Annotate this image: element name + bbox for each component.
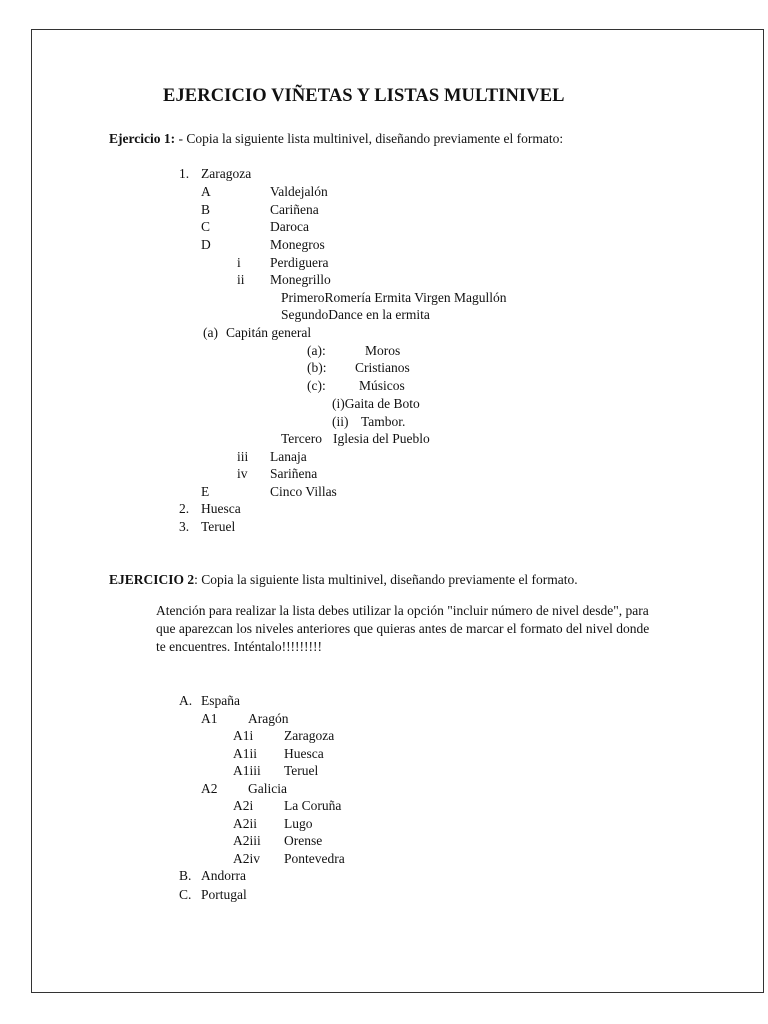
list-marker: i — [237, 255, 241, 270]
list-item: Valdejalón — [270, 184, 328, 199]
exercise-2-label: EJERCICIO 2 — [109, 572, 195, 587]
list-marker: B — [201, 202, 211, 217]
list-item: Zaragoza — [201, 166, 252, 181]
list-item: Lanaja — [270, 449, 307, 464]
list-item: Pontevedra — [284, 851, 345, 866]
exercise-1-heading — [109, 130, 563, 147]
list-item: Orense — [284, 833, 323, 848]
list-marker: A1 — [201, 711, 218, 726]
list-marker: (a) — [203, 325, 218, 340]
exercise-2-heading — [109, 571, 578, 588]
exercise-1-instruction: - Copia la siguiente lista multinivel, diseñando previamente el formato: — [175, 131, 564, 146]
list-marker: 3. — [179, 519, 190, 534]
list-marker: iii — [237, 449, 249, 464]
list-item: Andorra — [201, 868, 246, 883]
list-item: Zaragoza — [284, 728, 335, 743]
list-marker: A1i — [233, 728, 254, 743]
list-item: Cristianos — [355, 360, 410, 375]
list-marker: ii — [237, 272, 245, 287]
list-item: Sariñena — [270, 466, 318, 481]
list-item: Moros — [365, 343, 401, 358]
list-item: La Coruña — [284, 798, 342, 813]
list-marker: (b): — [307, 360, 327, 375]
list-marker: A. — [179, 693, 193, 708]
list-marker: Tercero — [281, 431, 323, 446]
list-marker: A2ii — [233, 816, 258, 831]
list-item: Cinco Villas — [270, 484, 337, 499]
list-marker: C — [201, 219, 211, 234]
list-item: Aragón — [248, 711, 289, 726]
list-item: Teruel — [201, 519, 236, 534]
list-item: Huesca — [201, 501, 241, 516]
list-marker: (a): — [307, 343, 326, 358]
list-item: PrimeroRomería Ermita Virgen Magullón — [281, 290, 507, 305]
list-item: Iglesia del Pueblo — [333, 431, 430, 446]
list-item: Monegros — [270, 237, 325, 252]
list-item: Músicos — [359, 378, 405, 393]
list-marker: E — [201, 484, 210, 499]
list-marker: A2i — [233, 798, 254, 813]
list-item: España — [201, 693, 240, 708]
list-marker: A1iii — [233, 763, 261, 778]
list-item: Portugal — [201, 887, 247, 902]
exercise-1-label: Ejercicio 1: — [109, 131, 176, 146]
list-marker: A1ii — [233, 746, 258, 761]
list-marker: A2iii — [233, 833, 261, 848]
exercise-2-note: Atención para realizar la lista debes utilizar la opción "incluir número de nivel desde", para que aparezcan los niveles anteriores que quieras antes de marcar el formato del nivel donde te encuentres. Inténtalo!!!!!!!!! — [156, 603, 650, 654]
list-item: Tambor. — [361, 414, 406, 429]
page-frame — [31, 29, 764, 993]
list-marker: C. — [179, 887, 192, 902]
list-item: Teruel — [284, 763, 319, 778]
list-item: Capitán general — [226, 325, 312, 340]
list-item: Huesca — [284, 746, 324, 761]
list-marker: D — [201, 237, 211, 252]
list-item: Cariñena — [270, 202, 319, 217]
list-item: SegundoDance en la ermita — [281, 307, 430, 322]
list-marker: 2. — [179, 501, 190, 516]
list-marker: (c): — [307, 378, 326, 393]
list-marker: (ii) — [332, 414, 349, 429]
list-item: Lugo — [284, 816, 313, 831]
exercise-2-instruction: : Copia la siguiente lista multinivel, diseñando previamente el formato. — [194, 572, 578, 587]
list-item: Perdiguera — [270, 255, 329, 270]
list-item: Monegrillo — [270, 272, 331, 287]
list-marker: A2 — [201, 781, 218, 796]
list-item: (i)Gaita de Boto — [332, 396, 420, 411]
list-marker: iv — [237, 466, 248, 481]
list-marker: 1. — [179, 166, 190, 181]
list-marker: A — [201, 184, 211, 199]
list-item: Daroca — [270, 219, 309, 234]
list-item: Galicia — [248, 781, 287, 796]
list-marker: A2iv — [233, 851, 260, 866]
document-title: EJERCICIO VIÑETAS Y LISTAS MULTINIVEL — [163, 86, 565, 106]
list-marker: B. — [179, 868, 192, 883]
